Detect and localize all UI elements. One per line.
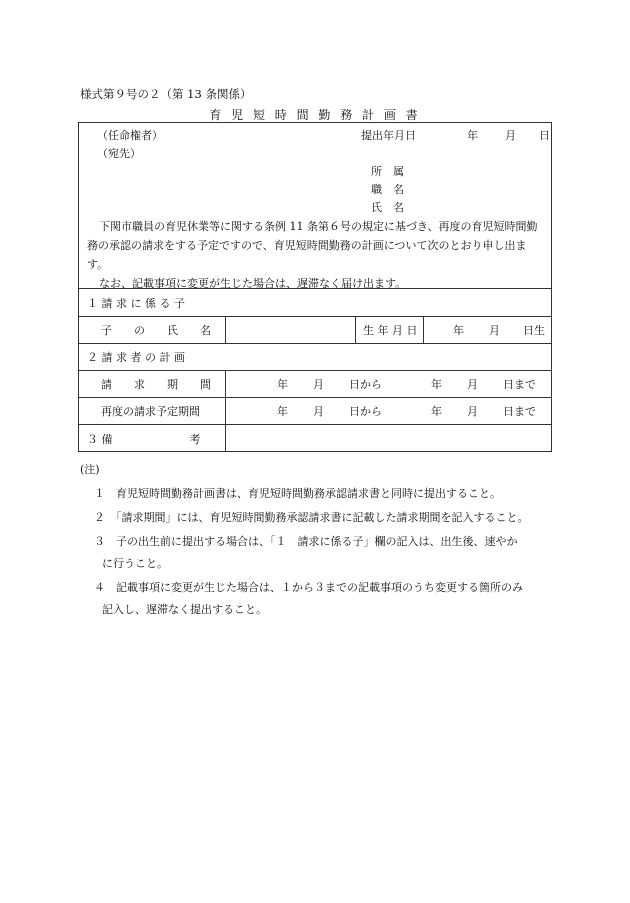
period-start-day: 日から — [349, 378, 382, 391]
period-start-month: 月 — [313, 378, 324, 391]
reperiod-end-day: 日まで — [503, 405, 536, 418]
document-title: 育 児 短 時 間 勤 務 計 画 書 — [209, 108, 421, 122]
name-label: 氏 名 — [371, 201, 404, 214]
note-3: ３ 子の出生前に提出する場合は、「１ 請求に係る子」欄の記入は、出生後、速やか — [94, 535, 518, 548]
period-start-year: 年 — [277, 378, 288, 391]
notes-heading: (注) — [80, 463, 100, 476]
addressee-label: （宛先） — [97, 147, 141, 160]
reperiod-start-month: 月 — [313, 405, 324, 418]
notice-paragraph: なお、記載事項に変更が生じた場合は、遅滞なく届け出ます。 — [99, 277, 407, 290]
note-1: １ 育児短時間勤務計画書は、育児短時間勤務承認請求書と同時に提出すること。 — [94, 487, 501, 500]
form-number: 様式第９号の２（第 13 条関係） — [80, 87, 252, 101]
reperiod-end-month: 月 — [467, 405, 478, 418]
request-period-label: 請 求 期 間 — [101, 378, 211, 391]
section1-heading: １ 請 求 に 係 る 子 — [87, 297, 185, 310]
note-4-cont: 記入し、遅滞なく提出すること。 — [102, 603, 267, 616]
birth-day-unit: 日生 — [523, 324, 545, 337]
request-paragraph: 下関市職員の育児休業等に関する条例 11 条第６号の規定に基づき、再度の育児短時間勤務の承認の請求をする予定ですので、育児短時間勤務の計画について次のとおり申し出ます。 — [87, 220, 538, 271]
note-4: ４ 記載事項に変更が生じた場合は、１から３までの記載事項のうち変更する箇所のみ — [94, 581, 523, 594]
reperiod-end-year: 年 — [431, 405, 442, 418]
submit-date-label: 提出年月日 — [361, 129, 416, 142]
remarks-label: ３ 備 考 — [87, 433, 201, 446]
note-2: ２ 「請求期間」には、育児短時間勤務承認請求書に記載した請求期間を記入すること。 — [94, 511, 529, 524]
submit-day-unit: 日 — [539, 129, 550, 142]
position-label: 職 名 — [371, 183, 404, 196]
submit-month-unit: 月 — [505, 129, 516, 142]
note-3-cont: に行うこと。 — [102, 557, 168, 570]
period-end-month: 月 — [467, 378, 478, 391]
birth-month-unit: 月 — [489, 324, 500, 337]
plan-form-table — [78, 122, 552, 452]
birth-year-unit: 年 — [453, 324, 464, 337]
affiliation-label: 所 属 — [371, 165, 404, 178]
birth-date-label: 生 年 月 日 — [363, 324, 418, 337]
child-name-label: 子 の 氏 名 — [101, 324, 211, 337]
period-end-day: 日まで — [503, 378, 536, 391]
reperiod-label: 再度の請求予定期間 — [101, 405, 200, 418]
reperiod-start-year: 年 — [277, 405, 288, 418]
submit-year-unit: 年 — [467, 129, 478, 142]
reperiod-start-day: 日から — [349, 405, 382, 418]
section2-heading: ２ 請 求 者 の 計 画 — [87, 351, 185, 364]
appointer-label: （任命権者） — [97, 129, 163, 142]
period-end-year: 年 — [431, 378, 442, 391]
